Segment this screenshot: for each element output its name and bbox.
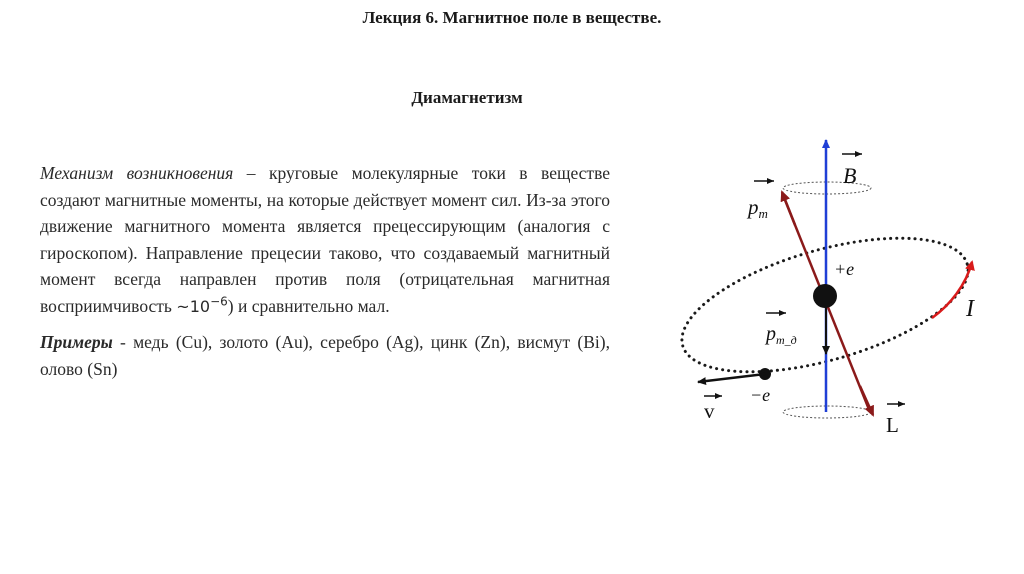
section-title: Диамагнетизм bbox=[411, 88, 523, 107]
formula-exponent: −6 bbox=[210, 294, 228, 309]
label-pm-main: p bbox=[748, 195, 759, 219]
label-pm-sub: m bbox=[758, 206, 768, 221]
nucleus bbox=[813, 284, 837, 308]
label-v: v bbox=[704, 399, 715, 423]
velocity-arrow bbox=[698, 374, 765, 382]
mechanism-paragraph bbox=[40, 160, 610, 320]
susceptibility-formula bbox=[176, 294, 228, 316]
label-minus-e: −e bbox=[750, 385, 771, 405]
l-arrow bbox=[860, 386, 873, 415]
label-i: I bbox=[966, 296, 974, 322]
diamagnetism-diagram bbox=[640, 120, 974, 450]
examples-label: Примеры bbox=[40, 332, 113, 352]
label-pmd-sub: m_д bbox=[776, 333, 797, 347]
label-pm bbox=[746, 195, 768, 221]
examples-text: - медь (Cu), золото (Au), серебро (Ag), цинк (Zn), висмут (Bi), олово (Sn) bbox=[40, 332, 610, 379]
label-b: B bbox=[843, 163, 857, 188]
slide-title: Лекция 6. Магнитное поле в веществе. bbox=[362, 8, 662, 27]
formula-base: ~10 bbox=[176, 296, 211, 316]
mechanism-term: Механизм возникновения bbox=[40, 163, 234, 183]
mechanism-text: – круговые молекулярные токи в веществе создают магнитные моменты, на которые действует момент сил. Из-за этого движение магнитного момента является прецессирующим (аналогия с гироскопом). Направление прецесии таково, что создаваемый магнитный момент всегда направлен против поля (отрицательная магнитная восприимчивость bbox=[40, 163, 610, 316]
label-plus-e: +e bbox=[834, 259, 855, 279]
examples-paragraph bbox=[40, 329, 610, 382]
mechanism-text-end: ) и сравнительно мал. bbox=[227, 295, 390, 316]
label-pmd bbox=[764, 323, 797, 347]
label-pmd-main: p bbox=[766, 323, 776, 345]
label-l: L bbox=[886, 413, 899, 437]
pm-arrow bbox=[782, 192, 795, 225]
body-text bbox=[40, 160, 610, 382]
